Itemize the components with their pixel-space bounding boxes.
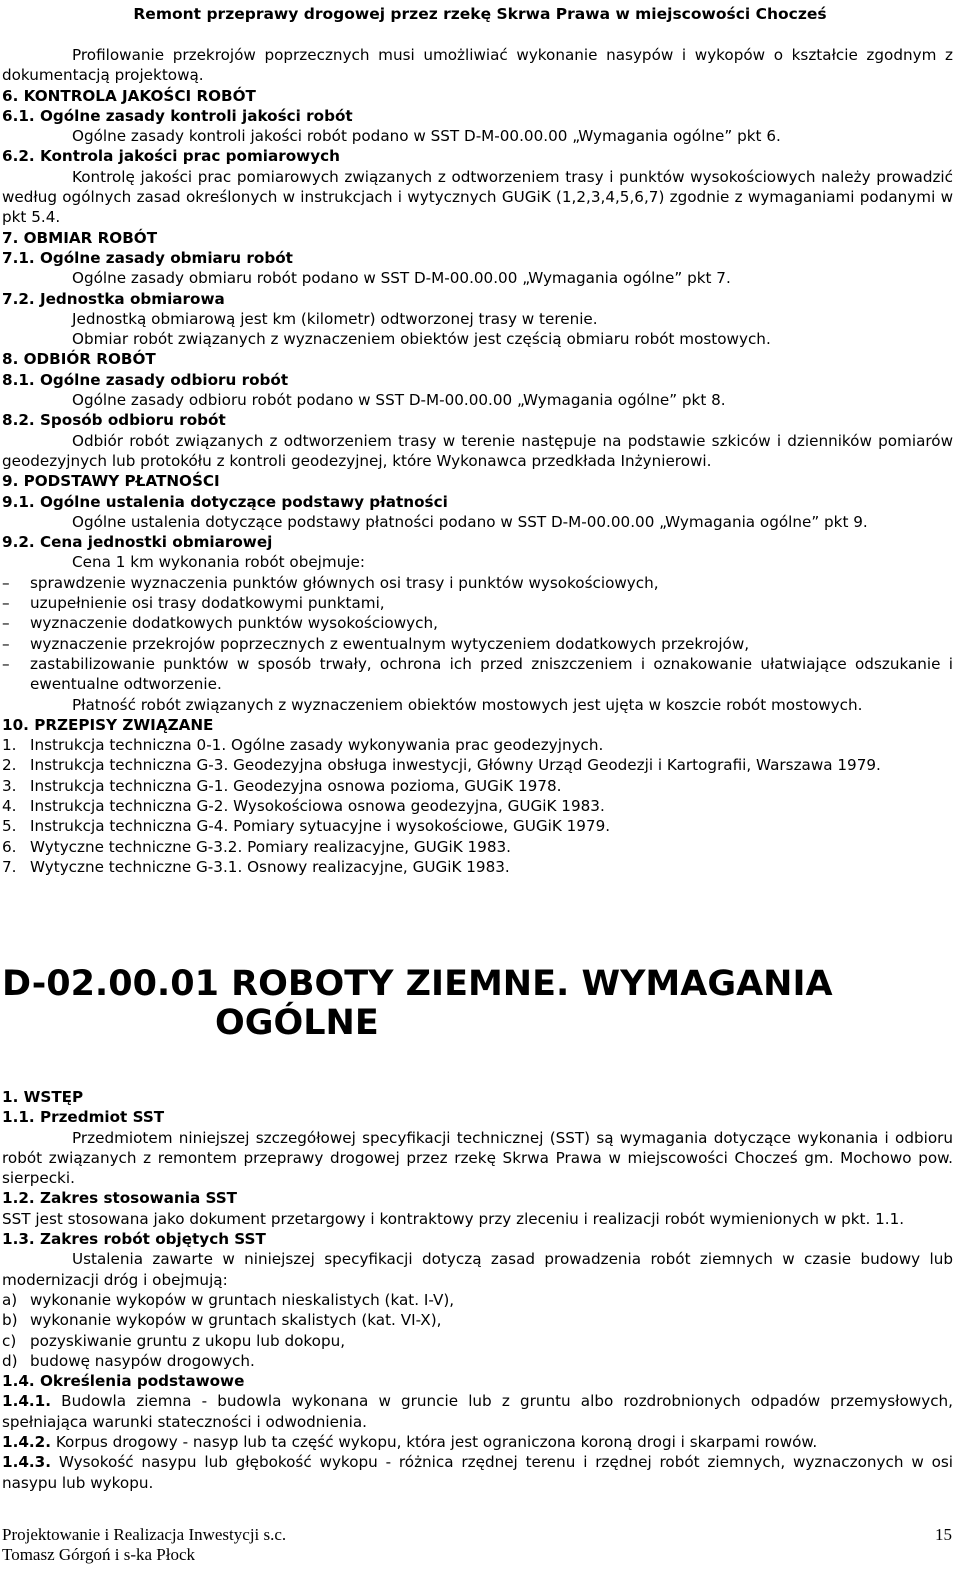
- subsection-heading: 8.1. Ogólne zasady odbioru robót: [2, 370, 289, 389]
- section-heading: 7. OBMIAR ROBÓT: [2, 228, 158, 247]
- list-letter: c): [2, 1331, 17, 1350]
- list-item: [2, 1351, 953, 1371]
- subsection-heading: 7.1. Ogólne zasady obmiaru robót: [2, 248, 293, 267]
- paragraph: SST jest stosowana jako dokument przetargowy i kontraktowy przy zleceniu i realizacji robót wymienionych w pkt. 1.1.: [2, 1209, 905, 1228]
- definition-text: Korpus drogowy - nasyp lub ta część wykopu, która jest ograniczona koroną drogi i skarpami rowów.: [55, 1433, 818, 1452]
- page-number: 15: [935, 1525, 952, 1544]
- paragraph: Ustalenia zawarte w niniejszej specyfikacji dotyczą zasad prowadzenia robót ziemnych w czasie budowy lub modernizacji dróg i obejmują:: [2, 1250, 953, 1289]
- subsection-heading: 7.2. Jednostka obmiarowa: [2, 289, 225, 308]
- list-item: [2, 816, 953, 836]
- list-item: [2, 1290, 953, 1310]
- list-item-text: wyznaczenie dodatkowych punktów wysokościowych,: [30, 614, 438, 633]
- list-item: [2, 634, 953, 654]
- specification-title: [2, 965, 953, 1043]
- list-item-text: Instrukcja techniczna G-2. Wysokościowa osnowa geodezyjna, GUGiK 1983.: [30, 796, 605, 815]
- list-item-text: Instrukcja techniczna G-3. Geodezyjna obsługa inwestycji, Główny Urząd Geodezji i Kartografii, Warszawa 1979.: [30, 756, 881, 775]
- list-item-text: Instrukcja techniczna 0-1. Ogólne zasady wykonywania prac geodezyjnych.: [30, 736, 604, 755]
- paragraph: Przedmiotem niniejszej szczegółowej specyfikacji technicznej (SST) są wymagania dotyczące wykonania i odbioru robót związanych z remontem przeprawy drogowej przez rzekę Skrwa Prawa w miejscowości Chocześ gm. Mochowo pow. sierpecki.: [2, 1128, 953, 1188]
- list-number: 1.: [2, 736, 17, 755]
- list-item: [2, 837, 953, 857]
- section-heading: 10. PRZEPISY ZWIĄZANE: [2, 715, 214, 734]
- subsection-heading: 9.2. Cena jednostki obmiarowej: [2, 533, 273, 552]
- definition-text: Wysokość nasypu lub głębokość wykopu - różnica rzędnej terenu i rzędnej robót ziemnych, wyznaczonych w osi nasypu lub wykopu.: [2, 1453, 953, 1492]
- dash-bullet: –: [2, 634, 10, 653]
- section-heading: 8. ODBIÓR ROBÓT: [2, 350, 156, 369]
- definition-number: 1.4.3.: [2, 1453, 52, 1472]
- document-header: Remont przeprawy drogowej przez rzekę Skrwa Prawa w miejscowości Chocześ: [133, 5, 827, 23]
- subsection-heading: 1.3. Zakres robót objętych SST: [2, 1230, 266, 1249]
- list-item: [2, 796, 953, 816]
- definition: [2, 1452, 953, 1493]
- paragraph: Cena 1 km wykonania robót obejmuje:: [72, 553, 365, 572]
- list-item: [2, 735, 953, 755]
- definition: [2, 1391, 953, 1432]
- list-item: [2, 573, 953, 593]
- list-item: [2, 593, 953, 613]
- definition-text: Budowla ziemna - budowla wykonana w gruncie lub z gruntu albo rozdrobnionych odpadów przemysłowych, spełniająca warunki stateczności i odwodnienia.: [2, 1392, 953, 1431]
- list-item-text: wyznaczenie przekrojów poprzecznych z ewentualnym wytyczeniem dodatkowych przekrojów,: [30, 634, 750, 653]
- subsection-heading: 6.2. Kontrola jakości prac pomiarowych: [2, 147, 340, 166]
- list-letter: b): [2, 1311, 18, 1330]
- subsection-heading: 1.1. Przedmiot SST: [2, 1108, 165, 1127]
- list-item: [2, 857, 953, 877]
- dash-bullet: –: [2, 573, 10, 592]
- paragraph: Płatność robót związanych z wyznaczeniem obiektów mostowych jest ujęta w koszcie robót mostowych.: [72, 695, 863, 714]
- list-item-text: wykonanie wykopów w gruntach skalistych (kat. VI-X),: [30, 1311, 442, 1330]
- definition-number: 1.4.2.: [2, 1433, 52, 1452]
- list-item: [2, 654, 953, 695]
- dash-bullet: –: [2, 614, 10, 633]
- title-line: OGÓLNE: [215, 1003, 379, 1043]
- dash-bullet: –: [2, 594, 10, 613]
- list-item: [2, 613, 953, 633]
- definition-number: 1.4.1.: [2, 1392, 52, 1411]
- paragraph: Ogólne zasady obmiaru robót podano w SST D-M-00.00.00 „Wymagania ogólne” pkt 7.: [72, 269, 731, 288]
- dash-bullet: –: [2, 654, 10, 673]
- subsection-heading: 6.1. Ogólne zasady kontroli jakości robót: [2, 106, 353, 125]
- section-heading: 1. WSTĘP: [2, 1088, 84, 1106]
- paragraph: Ogólne ustalenia dotyczące podstawy płatności podano w SST D-M-00.00.00 „Wymagania ogólne” pkt 9.: [72, 512, 868, 531]
- paragraph: Jednostką obmiarową jest km (kilometr) odtworzonej trasy w terenie.: [72, 309, 598, 328]
- list-item-text: zastabilizowanie punktów w sposób trwały, ochrona ich przed zniszczeniem i oznakowanie ułatwiające odszukanie i ewentualne odtworzenie.: [30, 654, 953, 694]
- document-body-part2: [2, 1087, 953, 1493]
- subsection-heading: 8.2. Sposób odbioru robót: [2, 411, 226, 430]
- definition: [2, 1432, 953, 1452]
- page-footer: [2, 1525, 952, 1565]
- list-number: 5.: [2, 817, 17, 836]
- section-heading: 9. PODSTAWY PŁATNOŚCI: [2, 472, 220, 491]
- paragraph: Ogólne zasady odbioru robót podano w SST D-M-00.00.00 „Wymagania ogólne” pkt 8.: [72, 391, 726, 410]
- list-item-text: Wytyczne techniczne G-3.2. Pomiary realizacyjne, GUGiK 1983.: [30, 837, 511, 856]
- paragraph: Kontrolę jakości prac pomiarowych związanych z odtworzeniem trasy i punktów wysokościowych należy prowadzić według ogólnych zasad określonych w instrukcjach i wytycznych GUGiK (1,2,3,4,5,6,7) zgodnie z wymaganiami podanymi w pkt 5.4.: [2, 167, 953, 227]
- list-number: 4.: [2, 796, 17, 815]
- list-item: [2, 1310, 953, 1330]
- list-item-text: wykonanie wykopów w gruntach nieskalistych (kat. I-V),: [30, 1290, 455, 1309]
- list-item-text: sprawdzenie wyznaczenia punktów głównych osi trasy i punktów wysokościowych,: [30, 573, 659, 592]
- subsection-heading: 1.4. Określenia podstawowe: [2, 1372, 245, 1391]
- section-heading: 6. KONTROLA JAKOŚCI ROBÓT: [2, 86, 256, 105]
- paragraph: Profilowanie przekrojów poprzecznych musi umożliwiać wykonanie nasypów i wykopów o kształcie zgodnym z dokumentacją projektową.: [2, 46, 953, 85]
- paragraph: Odbiór robót związanych z odtworzeniem trasy w terenie następuje na podstawie szkiców i dzienników pomiarów geodezyjnych lub protokółu z kontroli geodezyjnej, które Wykonawca przedkłada Inżynierowi.: [2, 431, 953, 470]
- list-number: 3.: [2, 776, 17, 795]
- paragraph: Ogólne zasady kontroli jakości robót podano w SST D-M-00.00.00 „Wymagania ogólne” pkt 6.: [72, 127, 781, 146]
- title-line: D-02.00.01 ROBOTY ZIEMNE. WYMAGANIA: [2, 964, 833, 1004]
- list-item-text: budowę nasypów drogowych.: [30, 1351, 255, 1370]
- list-number: 2.: [2, 756, 17, 775]
- list-letter: d): [2, 1351, 18, 1370]
- list-item: [2, 1331, 953, 1351]
- list-item-text: Instrukcja techniczna G-1. Geodezyjna osnowa pozioma, GUGiK 1978.: [30, 776, 562, 795]
- list-number: 6.: [2, 837, 17, 856]
- list-item: [2, 755, 953, 775]
- list-letter: a): [2, 1290, 18, 1309]
- list-item-text: uzupełnienie osi trasy dodatkowymi punktami,: [30, 594, 385, 613]
- list-number: 7.: [2, 857, 17, 876]
- list-item-text: pozyskiwanie gruntu z ukopu lub dokopu,: [30, 1331, 346, 1350]
- list-item-text: Instrukcja techniczna G-4. Pomiary sytuacyjne i wysokościowe, GUGiK 1979.: [30, 817, 611, 836]
- subsection-heading: 9.1. Ogólne ustalenia dotyczące podstawy płatności: [2, 492, 448, 511]
- list-item-text: Wytyczne techniczne G-3.1. Osnowy realizacyjne, GUGiK 1983.: [30, 857, 510, 876]
- footer-company: Projektowanie i Realizacja Inwestycji s.c.: [2, 1525, 287, 1544]
- list-item: [2, 776, 953, 796]
- paragraph: Obmiar robót związanych z wyznaczeniem obiektów jest częścią obmiaru robót mostowych.: [72, 330, 771, 349]
- footer-authors: Tomasz Górgoń i s-ka Płock: [2, 1545, 196, 1564]
- subsection-heading: 1.2. Zakres stosowania SST: [2, 1189, 238, 1208]
- document-body-part1: [2, 45, 953, 877]
